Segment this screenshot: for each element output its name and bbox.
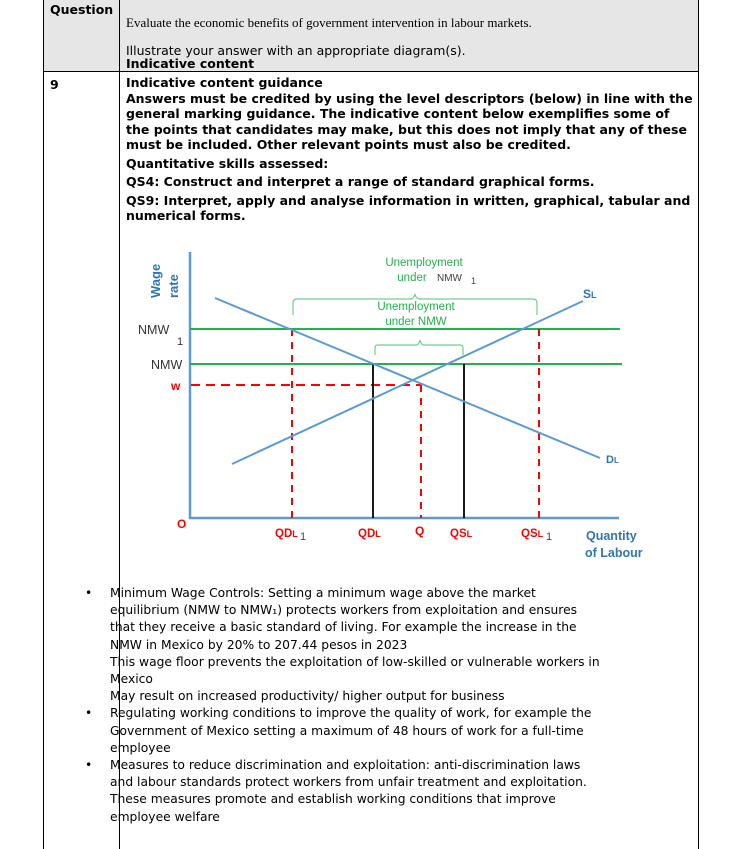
bullet-working-conditions [82, 705, 602, 757]
annotation-nmw1-label: NMW [437, 273, 462, 284]
x-label-qdl1: QDL [275, 528, 298, 540]
x-label-qdl: QDL [358, 528, 381, 540]
y-axis-label-line2: rate [166, 274, 181, 298]
bullet-text: Measures to reduce discrimination and exploitation: anti-discrimination laws and labour standards protect workers from unfair treatment and exploitation. These measures promote and establish working conditions that improve employee welfare [110, 758, 587, 824]
indicative-points-list [82, 585, 602, 826]
annotation-nmw1-sub: 1 [471, 276, 477, 286]
bullet-discrimination [82, 757, 602, 826]
x-axis-label-line2: of Labour [585, 546, 643, 560]
x-axis-label-line1: Quantity [586, 529, 637, 543]
x-label-qsl: QSL [450, 528, 473, 540]
brace-nmw [375, 340, 463, 355]
x-label-qdl1-sub: 1 [300, 531, 307, 543]
bullet-text: Regulating working conditions to improve the quality of work, for example the Government of Mexico setting a maximum of 48 hours of work for a full-time employee [110, 706, 592, 755]
bullet-text: May result on increased productivity/ higher output for business [110, 689, 505, 704]
x-label-qsl1-sub: 1 [546, 531, 553, 543]
y-axis-label-line1: Wage [148, 263, 163, 298]
question-text: Evaluate the economic benefits of government intervention in labour markets. [126, 15, 532, 30]
x-label-qsl1: QSL [521, 528, 544, 540]
y-label-nmw1-sub: 1 [177, 336, 184, 348]
annotation-unemployment-nmw-line2: under NMW [385, 316, 447, 328]
question-label: Question [50, 2, 114, 17]
bullet-text: This wage floor prevents the exploitation of low-skilled or vulnerable workers in Mexico [110, 654, 600, 687]
qs9-text: QS9: Interpret, apply and analyse information in written, graphical, tabular and numerical forms. [126, 192, 691, 223]
annotation-unemployment-nmw1-line1: Unemployment [385, 257, 463, 269]
annotation-unemployment-nmw-line1: Unemployment [377, 301, 455, 313]
bullet-icon: • [85, 706, 93, 721]
qs-title: Quantitative skills assessed: [126, 155, 329, 171]
indicative-content-heading: Indicative content [126, 56, 255, 71]
bullet-icon: • [85, 758, 93, 773]
origin-label: O [177, 517, 187, 531]
question-number: 9 [50, 77, 59, 92]
bullet-icon: • [85, 586, 93, 600]
supply-curve-label: SL [583, 287, 597, 301]
demand-curve-label: DL [606, 454, 619, 466]
guidance-body: Answers must be credited by using the level descriptors (below) in line with the general marking guidance. The indicative content below exemplifies some of the points that candidates may make, but this does not imply that any of these must be included. Other relevant points must also be credited. [126, 90, 693, 152]
bullet-text: Minimum Wage Controls: Setting a minimum wage above the market equilibrium (NMW to NMW₁) protects workers from exploitation and ensures that they receive a basic standard of living. For example the increase in the NMW in Mexico by 20% to 207.44 pesos in 2023 [110, 586, 578, 652]
y-label-nmw: NMW [151, 358, 183, 372]
qs4-text: QS4: Construct and interpret a range of standard graphical forms. [126, 174, 595, 189]
guidance-title: Indicative content guidance [126, 75, 323, 90]
illustrate-instruction: Illustrate your answer with an appropriate diagram(s). [126, 43, 466, 58]
bullet-minimum-wage [82, 585, 602, 705]
annotation-unemployment-nmw1-line2: under [397, 272, 427, 284]
y-label-w: w [171, 379, 181, 393]
y-label-nmw1: NMW [138, 323, 170, 337]
x-label-q: Q [415, 524, 425, 538]
